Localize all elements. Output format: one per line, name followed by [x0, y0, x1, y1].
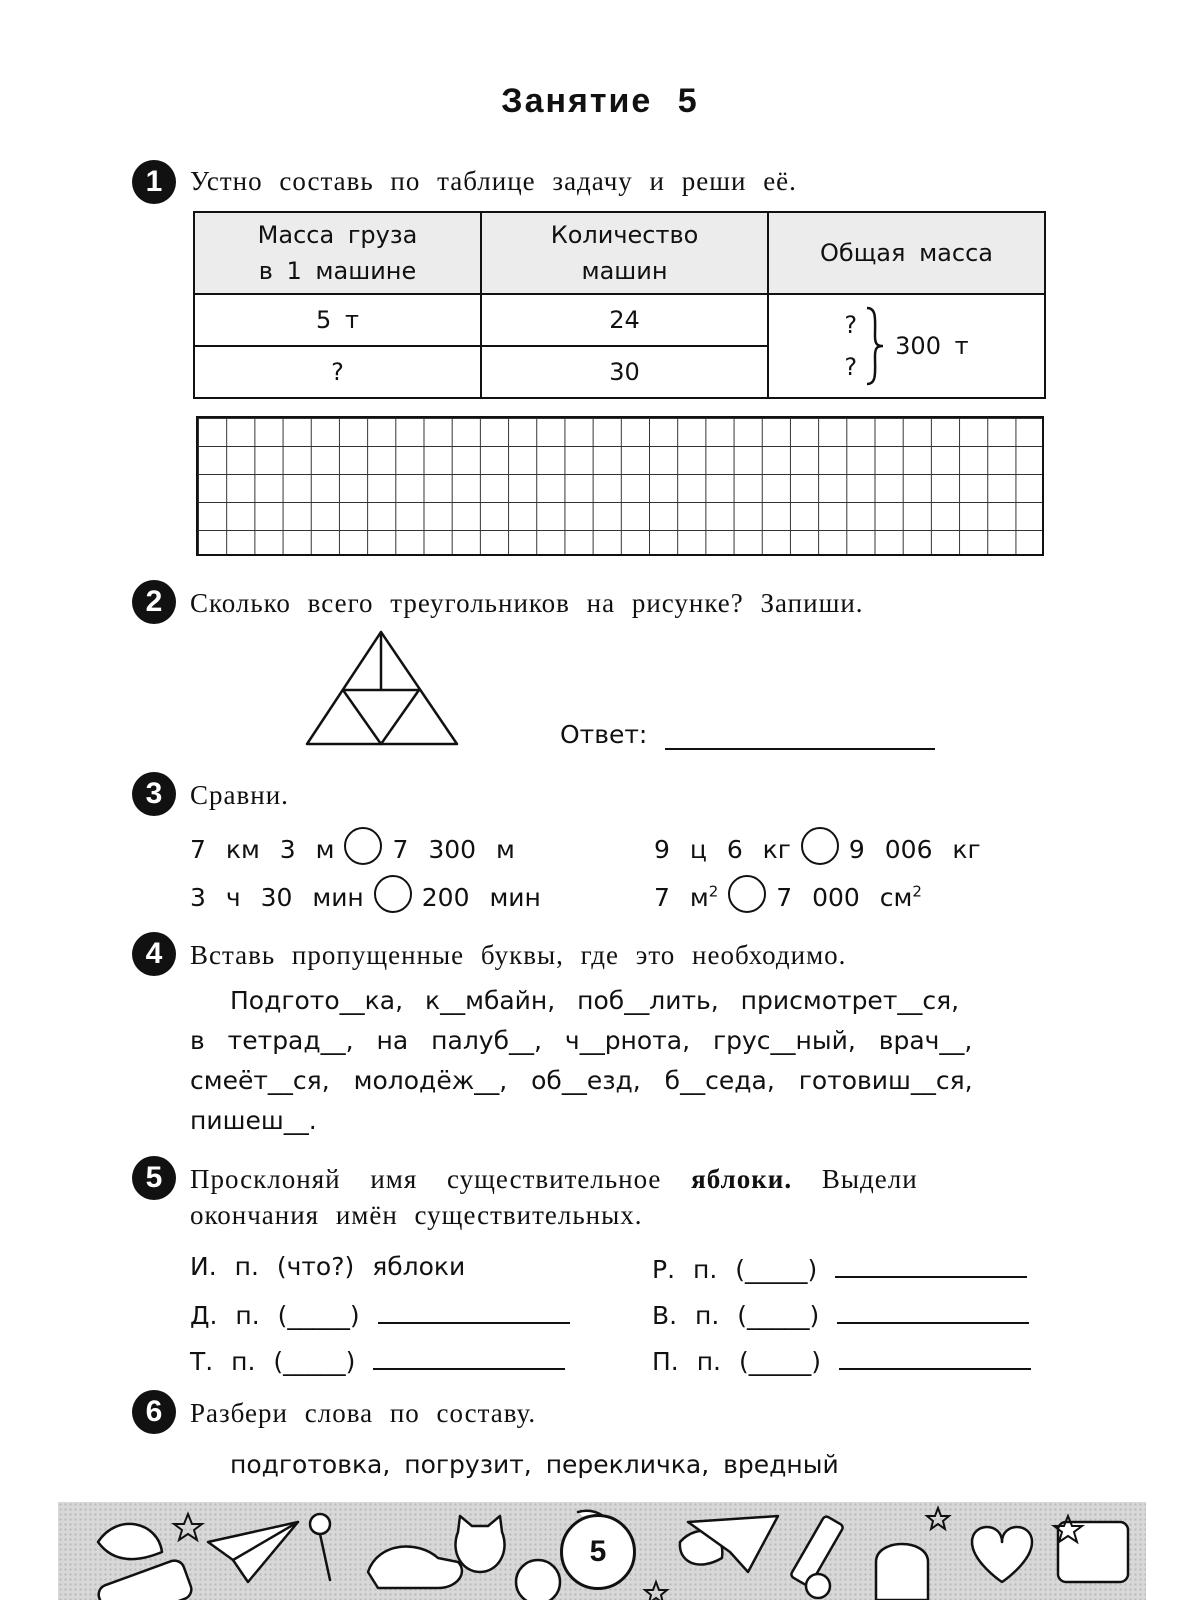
- total-sum: 300 т: [895, 332, 969, 360]
- compare-item-3: [654, 832, 981, 870]
- page-title: Занятие 5: [501, 82, 699, 120]
- header-mass: [194, 212, 481, 294]
- case-answer-line[interactable]: [378, 1298, 570, 1324]
- task-5-text: [190, 1164, 918, 1195]
- case-question[interactable]: (_____): [737, 1301, 820, 1330]
- compare-right-1: 7 300 м: [392, 835, 515, 864]
- header-total: Общая масса: [768, 212, 1045, 294]
- case-question[interactable]: (_____): [277, 1301, 360, 1330]
- header-count-line2: машин: [581, 257, 668, 285]
- triangles-figure-icon: [303, 628, 463, 748]
- case-answer-line[interactable]: [373, 1344, 565, 1370]
- case-prepositional: [652, 1344, 1031, 1376]
- letters-line-2: в тетрад__, на палуб__, ч__рнота, грус__ный, врач__,: [190, 1026, 973, 1055]
- cell-mass-1: 5 т: [194, 294, 481, 346]
- compare-right-2: 200 мин: [421, 883, 541, 912]
- case-instrumental: [190, 1344, 565, 1376]
- total-unknown-1: ?: [844, 311, 858, 339]
- compare-circle-4[interactable]: [728, 875, 766, 913]
- case-label: Д. п.: [190, 1301, 260, 1330]
- compare-left-2: 3 ч 30 мин: [190, 883, 364, 912]
- task-3-number: 3: [132, 772, 176, 816]
- compare-circle-1[interactable]: [344, 827, 382, 865]
- compare-circle-3[interactable]: [801, 827, 839, 865]
- answer-label: Ответ:: [560, 720, 648, 749]
- compare-item-1: [190, 832, 515, 870]
- compare-right-4: 7 000 см: [776, 883, 913, 912]
- case-question[interactable]: (_____): [735, 1255, 818, 1284]
- total-brace-group: [844, 306, 968, 386]
- case-label: В. п.: [652, 1301, 720, 1330]
- cell-total: [768, 294, 1045, 398]
- compare-item-4: [654, 880, 922, 918]
- task-3-text: Сравни.: [190, 780, 289, 810]
- task-2-number: 2: [132, 580, 176, 624]
- cell-count-2: 30: [481, 346, 768, 398]
- letters-line-3: смеёт__ся, молодёж__, об__езд, б__седа, готовиш__ся,: [190, 1066, 973, 1095]
- task-5-bold-word: яблоки.: [691, 1164, 793, 1194]
- case-label: И. п.: [190, 1252, 259, 1281]
- case-label: Р. п.: [652, 1255, 718, 1284]
- case-question: (что?): [276, 1252, 355, 1281]
- compare-sup-left: 2: [708, 882, 719, 901]
- answer-line[interactable]: [665, 748, 935, 750]
- case-answer-line[interactable]: [837, 1298, 1029, 1324]
- task-5-text-before: Просклоняй имя существительное: [190, 1164, 662, 1194]
- case-label: Т. п.: [190, 1347, 256, 1376]
- case-accusative: [652, 1298, 1029, 1330]
- case-question[interactable]: (_____): [273, 1347, 356, 1376]
- compare-left-1: 7 км 3 м: [190, 835, 335, 864]
- cell-count-1: 24: [481, 294, 768, 346]
- header-mass-line1: Масса груза: [257, 221, 418, 249]
- case-label: П. п.: [652, 1347, 721, 1376]
- page-number: 5: [560, 1514, 636, 1590]
- compare-sup-right: 2: [912, 882, 922, 901]
- curly-brace-icon: [863, 306, 885, 386]
- task-5-number: 5: [132, 1156, 176, 1200]
- answer-grid[interactable]: [196, 416, 1044, 556]
- case-answer-line[interactable]: [839, 1344, 1031, 1370]
- task-6-text: Разбери слова по составу.: [190, 1398, 537, 1428]
- task-4-number: 4: [132, 932, 176, 976]
- compare-item-2: [190, 880, 541, 918]
- cell-mass-2: ?: [194, 346, 481, 398]
- case-nominative: [190, 1252, 465, 1281]
- task-1-text: Устно составь по таблице задачу и реши её.: [190, 166, 797, 196]
- total-unknown-2: ?: [844, 353, 858, 381]
- case-genitive: [652, 1252, 1027, 1284]
- task-2-text: Сколько всего треугольников на рисунке? Запиши.: [190, 588, 864, 618]
- compare-left-4: 7 м: [654, 883, 709, 912]
- header-count: [481, 212, 768, 294]
- compare-left-3: 9 ц 6 кг: [654, 835, 791, 864]
- header-mass-line2: в 1 машине: [258, 257, 417, 285]
- words-to-parse: подготовка, погрузит, перекличка, вредный: [230, 1450, 839, 1479]
- case-answer-line[interactable]: [835, 1252, 1027, 1278]
- task-4-text: Вставь пропущенные буквы, где это необходимо.: [190, 940, 847, 970]
- letters-line-1: Подгото__ка, к__мбайн, поб__лить, присмотрет__ся,: [230, 986, 960, 1015]
- compare-circle-2[interactable]: [374, 875, 412, 913]
- task-5-text-after: Выдели: [821, 1164, 918, 1194]
- task-5-text-line2: окончания имён существительных.: [190, 1200, 643, 1230]
- case-word: яблоки: [372, 1252, 466, 1281]
- header-count-line1: Количество: [550, 221, 699, 249]
- task-1-number: 1: [132, 160, 176, 204]
- compare-right-3: 9 006 кг: [848, 835, 981, 864]
- task-6-number: 6: [132, 1390, 176, 1434]
- case-dative: [190, 1298, 570, 1330]
- letters-line-4: пишеш__.: [190, 1106, 317, 1135]
- case-question[interactable]: (_____): [738, 1347, 821, 1376]
- cargo-table: [193, 211, 1046, 399]
